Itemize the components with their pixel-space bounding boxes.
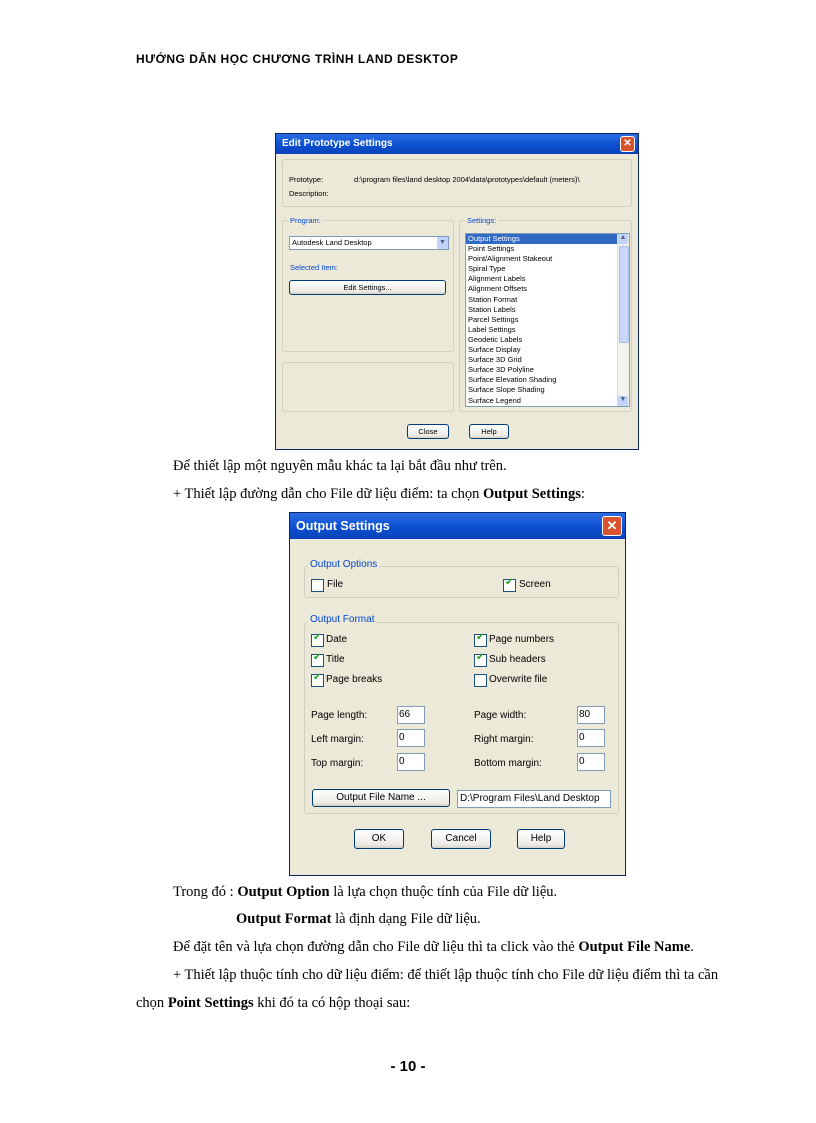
dialog1-title: Edit Prototype Settings: [282, 138, 393, 149]
para-5-post: .: [690, 939, 694, 955]
para-4-post: là định dạng File dữ liệu.: [331, 911, 481, 927]
right-margin-input[interactable]: 0: [577, 729, 605, 747]
settings-list-item[interactable]: Alignment Labels: [468, 274, 526, 284]
page-length-label: Page length:: [311, 710, 368, 721]
settings-list-item[interactable]: Surface 3D Polyline: [468, 365, 534, 375]
para-2-post: :: [580, 486, 585, 502]
settings-list-item[interactable]: Surface Elevation Shading: [468, 375, 557, 385]
para-3-post: là lựa chọn thuộc tính của File dữ liệu.: [329, 884, 558, 900]
date-checkbox[interactable]: [311, 634, 324, 647]
page-length-input[interactable]: 66: [397, 706, 425, 724]
blank-panel: [282, 362, 454, 412]
para-3: [173, 884, 557, 901]
screen-label: Screen: [519, 579, 551, 590]
bottom-margin-input[interactable]: 0: [577, 753, 605, 771]
top-margin-label: Top margin:: [311, 758, 364, 769]
title-label: Title: [326, 654, 345, 665]
dialog2-titlebar: [290, 513, 625, 539]
para-4: [236, 911, 481, 928]
settings-list-item[interactable]: Label Settings: [468, 324, 516, 334]
para-2: [173, 486, 585, 503]
file-checkbox[interactable]: [311, 579, 324, 592]
overwrite-file-checkbox[interactable]: [474, 674, 487, 687]
help-button[interactable]: Help: [517, 829, 565, 849]
para-6: + Thiết lập thuộc tính cho dữ liệu điểm: để thiết lập thuộc tính cho File dữ liệu điểm thì ta cần: [173, 967, 719, 983]
page-width-input[interactable]: 80: [577, 706, 605, 724]
para-3-pre: Trong đó :: [173, 884, 238, 900]
cancel-button[interactable]: Cancel: [431, 829, 491, 849]
para-7: [136, 995, 410, 1012]
output-path-input[interactable]: D:\Program Files\Land Desktop: [457, 790, 611, 808]
program-select[interactable]: [289, 236, 449, 250]
settings-list-item[interactable]: Station Labels: [468, 304, 516, 314]
page-width-label: Page width:: [474, 710, 527, 721]
program-label: Program:: [290, 216, 321, 225]
settings-list-item[interactable]: Point Settings: [468, 244, 515, 254]
para-7-bold: Point Settings: [167, 995, 254, 1011]
output-file-name-button[interactable]: Output File Name ...: [312, 789, 450, 807]
para-4-bold: Output Format: [236, 911, 332, 927]
output-settings-dialog: [289, 512, 626, 876]
scroll-down-icon[interactable]: ▼: [618, 396, 628, 406]
edit-prototype-settings-dialog: [275, 133, 639, 450]
page-numbers-checkbox[interactable]: [474, 634, 487, 647]
output-options-group: [304, 566, 619, 598]
settings-list-item[interactable]: Output Settings: [466, 234, 629, 244]
settings-list-item[interactable]: Spiral Type: [468, 264, 506, 274]
scroll-up-icon[interactable]: ▲: [618, 234, 628, 244]
page-number: - 10 -: [390, 1058, 426, 1075]
sub-headers-checkbox[interactable]: [474, 654, 487, 667]
settings-list-item[interactable]: Point/Alignment Stakeout: [468, 254, 553, 264]
settings-list-item[interactable]: Alignment Offsets: [468, 284, 528, 294]
screen-checkbox[interactable]: [503, 579, 516, 592]
page-header: HƯỚNG DẪN HỌC CHƯƠNG TRÌNH LAND DESKTOP: [136, 52, 459, 66]
para-3-bold: Output Option: [237, 884, 330, 900]
page-numbers-label: Page numbers: [489, 634, 555, 645]
dialog2-title: Output Settings: [296, 519, 390, 533]
prototype-label: Prototype:: [289, 175, 324, 184]
file-label: File: [327, 579, 344, 590]
left-margin-input[interactable]: 0: [397, 729, 425, 747]
settings-list-item[interactable]: Surface 3D Grid: [468, 355, 522, 365]
selected-item-label: Selected Item:: [290, 263, 338, 272]
close-icon[interactable]: ✕: [602, 516, 622, 536]
settings-list-item[interactable]: Surface Slope Shading: [468, 385, 545, 395]
dialog1-titlebar: [276, 134, 638, 154]
para-2-bold: Output Settings: [482, 486, 581, 502]
chevron-down-icon[interactable]: ▼: [437, 237, 448, 249]
prototype-value: d:\program files\land desktop 2004\data\prototypes\default (meters)\: [354, 175, 580, 184]
sub-headers-label: Sub headers: [489, 654, 546, 665]
para-5-pre: Để đặt tên và lựa chọn đường dẫn cho File dữ liệu thì ta click vào thẻ: [173, 939, 579, 955]
description-label: Description:: [289, 189, 329, 198]
close-icon[interactable]: ✕: [620, 136, 635, 152]
bottom-margin-label: Bottom margin:: [474, 758, 542, 769]
overwrite-file-label: Overwrite file: [489, 674, 548, 685]
title-checkbox[interactable]: [311, 654, 324, 667]
para-5: [173, 939, 694, 956]
date-label: Date: [326, 634, 348, 645]
program-select-value: Autodesk Land Desktop: [292, 238, 372, 247]
page-breaks-label: Page breaks: [326, 674, 383, 685]
settings-list-item[interactable]: Parcel Settings: [468, 314, 519, 324]
top-margin-input[interactable]: 0: [397, 753, 425, 771]
right-margin-label: Right margin:: [474, 734, 534, 745]
close-button[interactable]: Close: [407, 424, 449, 439]
para-7-post: khi đó ta có hộp thoại sau:: [253, 995, 411, 1011]
settings-scrollbar[interactable]: [617, 234, 629, 406]
settings-list-item[interactable]: Surface Legend: [468, 395, 521, 405]
settings-label: Settings:: [467, 216, 497, 225]
left-margin-label: Left margin:: [311, 734, 364, 745]
ok-button[interactable]: OK: [354, 829, 404, 849]
para-7-pre: chọn: [136, 995, 168, 1011]
output-format-label: Output Format: [310, 614, 375, 625]
settings-list-item[interactable]: Surface Display: [468, 345, 521, 355]
settings-list-item[interactable]: Station Format: [468, 294, 518, 304]
para-5-bold: Output File Name: [578, 939, 691, 955]
page-breaks-checkbox[interactable]: [311, 674, 324, 687]
help-button[interactable]: Help: [469, 424, 509, 439]
edit-settings-button[interactable]: Edit Settings...: [289, 280, 446, 295]
para-2-pre: + Thiết lập đường dẫn cho File dữ liệu điểm: ta chọn: [173, 486, 483, 502]
settings-list[interactable]: [465, 233, 630, 407]
para-1: Để thiết lập một nguyên mẫu khác ta lại bắt đầu như trên.: [173, 458, 507, 474]
settings-list-item[interactable]: Geodetic Labels: [468, 334, 523, 344]
scroll-thumb[interactable]: [619, 246, 629, 343]
output-options-label: Output Options: [310, 559, 378, 570]
